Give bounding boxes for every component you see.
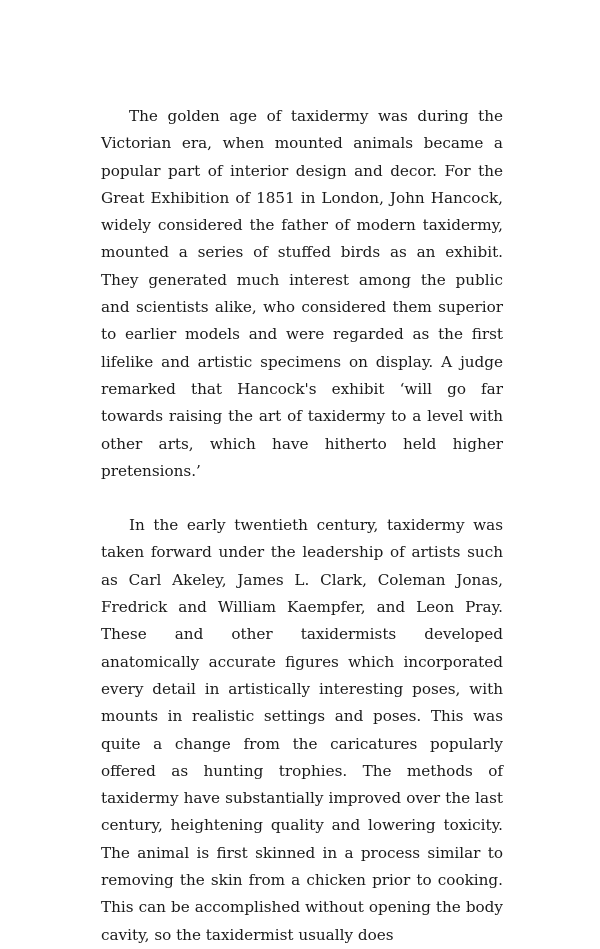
paragraph-victorian-era: The golden age of taxidermy was during the Victorian era, when mounted animals became a popular part of interior design and decor. For the Great Exhibition of 1851 in London, John Hancock, widely considered the father of modern taxidermy, mounted a series of stuffed birds as an exhibit. They generated much interest among the public and scientists alike, who considered them superior to earlier models and were regarded as the first lifelike and artistic specimens on display. A judge remarked that Hancock's exhibit ‘will go far towards raising the art of taxidermy to a level with other arts, which have hitherto held higher pretensions.’ — [101, 107, 503, 480]
paragraph-twentieth-century: In the early twentieth century, taxidermy was taken forward under the leadership of artists such as Carl Akeley, James L. Clark, Coleman Jonas, Fredrick and William Kaempfer, and Leon Pray. These and other taxidermists developed anatomically accurate figures which incorporated every detail in artistically interesting poses, with mounts in realistic settings and poses. This was quite a change from the caricatures popularly offered as hunting trophies. The methods of taxidermy have substantially improved over the last century, heightening quality and lowering toxicity. The animal is first skinned in a process similar to removing the skin from a chicken prior to cooking. This can be accomplished without opening the body cavity, so the taxidermist usually does — [101, 516, 503, 944]
document-page — [101, 103, 503, 949]
